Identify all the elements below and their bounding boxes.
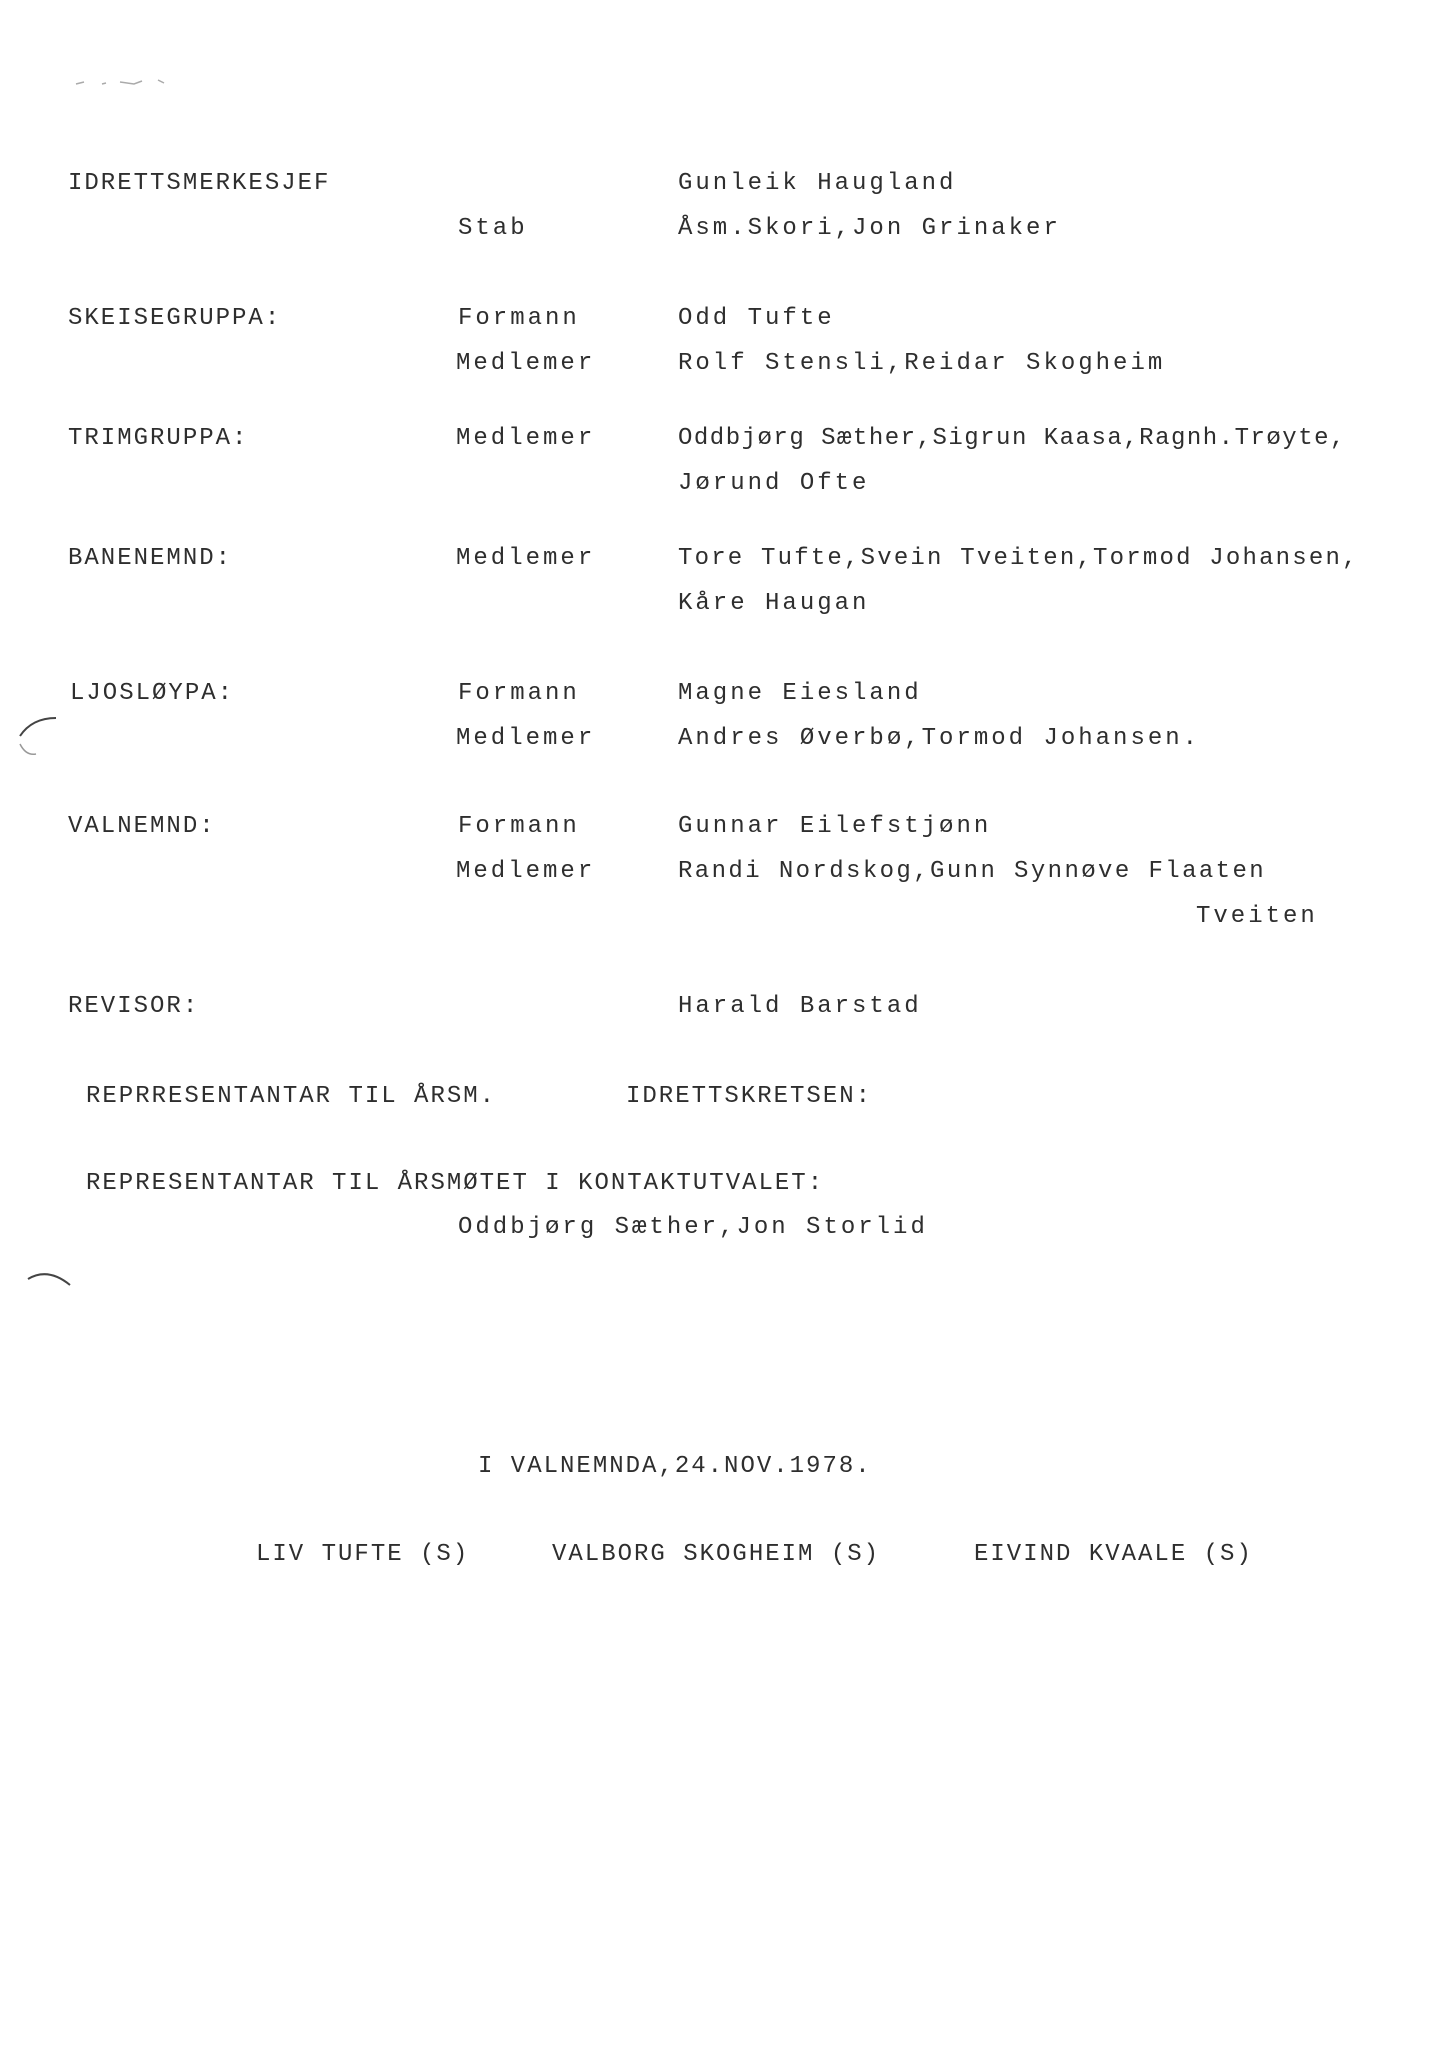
member-names: Jørund Ofte bbox=[678, 470, 870, 497]
committee-label: IDRETTSMERKESJEF bbox=[68, 170, 331, 197]
member-names: Odd Tufte bbox=[678, 305, 835, 332]
member-names: Åsm.Skori,Jon Grinaker bbox=[678, 215, 1061, 242]
role-label: Formann bbox=[458, 680, 580, 707]
representatives-idrettskrets-right: IDRETTSKRETSEN: bbox=[626, 1083, 873, 1110]
punch-hole-mark bbox=[24, 1265, 84, 1305]
role-label: Formann bbox=[458, 813, 580, 840]
member-names: Gunnar Eilefstjønn bbox=[678, 813, 992, 840]
role-label: Medlemer bbox=[456, 350, 596, 377]
member-names: Rolf Stensli,Reidar Skogheim bbox=[678, 350, 1166, 377]
representatives-kontaktutval-names: Oddbjørg Sæther,Jon Storlid bbox=[458, 1214, 928, 1241]
member-names: Kåre Haugan bbox=[678, 590, 870, 617]
signatory: VALBORG SKOGHEIM (S) bbox=[552, 1541, 881, 1568]
representatives-idrettskrets-left: REPRRESENTANTAR TIL ÅRSM. bbox=[86, 1083, 497, 1110]
committee-label: VALNEMND: bbox=[68, 813, 216, 840]
role-label: Medlemer bbox=[456, 425, 596, 452]
member-names: Harald Barstad bbox=[678, 993, 922, 1020]
signatory: LIV TUFTE (S) bbox=[256, 1541, 470, 1568]
committee-label: TRIMGRUPPA: bbox=[68, 425, 249, 452]
member-names: Tveiten bbox=[1196, 903, 1318, 930]
member-names: Tore Tufte,Svein Tveiten,Tormod Johansen, bbox=[678, 545, 1359, 572]
punch-hole-mark bbox=[14, 706, 74, 766]
committee-label: REVISOR: bbox=[68, 993, 200, 1020]
representatives-kontaktutval-title: REPRESENTANTAR TIL ÅRSMØTET I KONTAKTUTVALET: bbox=[86, 1170, 825, 1197]
member-names: Andres Øverbø,Tormod Johansen. bbox=[678, 725, 1201, 752]
member-names: Gunleik Haugland bbox=[678, 170, 957, 197]
committee-label: LJOSLØYPA: bbox=[70, 680, 235, 707]
dateline: I VALNEMNDA,24.NOV.1978. bbox=[478, 1453, 872, 1480]
role-label: Medlemer bbox=[456, 858, 596, 885]
member-names: Magne Eiesland bbox=[678, 680, 922, 707]
role-label: Stab bbox=[458, 215, 528, 242]
member-names: Oddbjørg Sæther,Sigrun Kaasa,Ragnh.Trøyte, bbox=[678, 425, 1346, 452]
ink-smudge bbox=[72, 72, 182, 92]
committee-label: SKEISEGRUPPA: bbox=[68, 305, 282, 332]
committee-label: BANENEMND: bbox=[68, 545, 233, 572]
role-label: Medlemer bbox=[456, 545, 596, 572]
role-label: Medlemer bbox=[456, 725, 596, 752]
member-names: Randi Nordskog,Gunn Synnøve Flaaten bbox=[678, 858, 1267, 885]
signatory: EIVIND KVAALE (S) bbox=[974, 1541, 1253, 1568]
role-label: Formann bbox=[458, 305, 580, 332]
